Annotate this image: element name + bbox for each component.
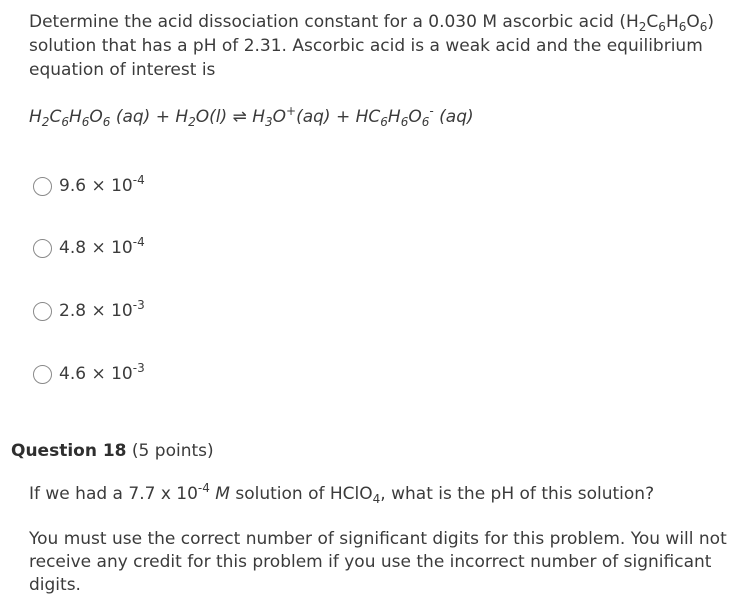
radio-button-icon[interactable] xyxy=(33,365,52,384)
significant-digits-note: You must use the correct number of significant digits for this problem. You will not receive any credit for this problem if you use the incorrect number of significant digits. xyxy=(29,529,727,595)
question-17-text: Determine the acid dissociation constant for a 0.030 M ascorbic acid $(H_2C_6H_6O_6)$ solution that has a pH of 2.31. Ascorbic acid is a weak acid and the equilibrium equation of interest is xyxy=(29,12,715,80)
answer-option-1[interactable] xyxy=(33,173,145,196)
question-18-prompt: If we had a 7.7 x $10^{-4}$ M solution of HClO$_4$, what is the pH of this solution? xyxy=(29,481,655,506)
option-label: $9.6 \times 10^{-4}$ xyxy=(59,173,145,196)
question-title: Question 18 xyxy=(11,441,127,461)
radio-button-icon[interactable] xyxy=(33,302,52,321)
option-label: $4.6 \times 10^{-3}$ xyxy=(59,361,145,384)
radio-button-icon[interactable] xyxy=(33,239,52,258)
radio-button-icon[interactable] xyxy=(33,177,52,196)
question-18-header xyxy=(11,441,214,461)
equilibrium-equation: $H_2C_6H_6O_6$ $(aq) + H_2O(l)$ ⇌ $H_3O^+(aq) + HC_6H_6O_6^-$ (aq) xyxy=(29,104,474,129)
answer-option-3[interactable] xyxy=(33,298,145,321)
answer-option-4[interactable] xyxy=(33,361,145,384)
option-label: $2.8 \times 10^{-3}$ xyxy=(59,298,145,321)
answer-option-2[interactable] xyxy=(33,235,145,258)
option-label: $4.8 \times 10^{-4}$ xyxy=(59,235,145,258)
question-points: (5 points) xyxy=(131,441,214,461)
